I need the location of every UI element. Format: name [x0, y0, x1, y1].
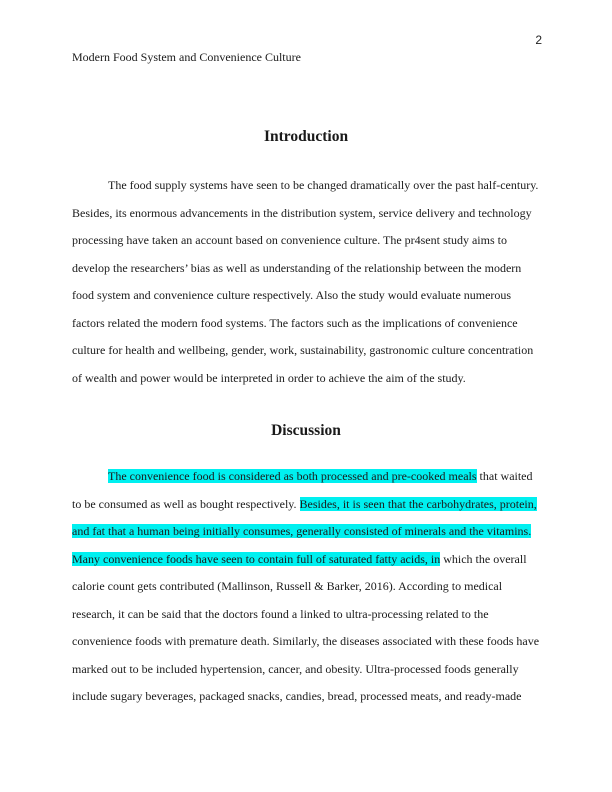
- text-span: which the overall: [440, 551, 527, 566]
- text-span: that waited: [476, 469, 533, 483]
- text-line: research, it can be said that the doctors found a linked to ultra-processing related to the: [72, 606, 489, 621]
- highlighted-text: Besides, it is seen that the carbohydrates, protein,: [299, 496, 537, 511]
- text-line: processing have taken an account based on convenience culture. The pr4sent study aims to: [72, 233, 507, 247]
- running-head: Modern Food System and Convenience Culture: [72, 50, 301, 64]
- highlighted-text: Many convenience foods have seen to contain full of saturated fatty acids, in: [72, 551, 441, 566]
- discussion-heading: Discussion: [271, 422, 341, 439]
- text-line: The food supply systems have seen to be changed dramatically over the past half-century.: [108, 178, 539, 192]
- text-line: develop the researchers’ bias as well as understanding of the relationship between the modern: [72, 260, 522, 275]
- text-line: of wealth and power would be interpreted in order to achieve the aim of the study.: [72, 370, 466, 385]
- text-line: calorie count gets contributed (Mallinson, Russell & Barker, 2016). According to medical: [72, 579, 503, 593]
- text-line: [72, 523, 531, 539]
- text-line: [108, 468, 533, 484]
- highlighted-text: and fat that a human being initially consumes, generally consisted of minerals and the vitamins.: [72, 524, 532, 538]
- text-line: [72, 496, 537, 512]
- text-line: include sugary beverages, packaged snacks, candies, bread, processed meats, and ready-made: [72, 689, 522, 703]
- introduction-heading: Introduction: [263, 128, 349, 145]
- page-number: 2: [535, 33, 542, 47]
- text-line: food system and convenience culture respectively. Also the study would evaluate numerous: [72, 288, 512, 302]
- text-line: factors related the modern food systems. The factors such as the implications of convenience: [72, 315, 518, 330]
- text-line: [72, 551, 527, 567]
- text-span: to be consumed as well as bought respectively.: [72, 496, 300, 511]
- text-line: marked out to be included hypertension, cancer, and obesity. Ultra-processed foods generally: [72, 661, 519, 676]
- text-line: convenience foods with premature death. Similarly, the diseases associated with these foods have: [72, 634, 540, 648]
- highlighted-text: The convenience food is considered as both processed and pre-cooked meals: [108, 469, 477, 483]
- text-line: Besides, its enormous advancements in the distribution system, service delivery and technology: [72, 205, 532, 220]
- text-line: culture for health and wellbeing, gender, work, sustainability, gastronomic culture concentration: [72, 343, 534, 357]
